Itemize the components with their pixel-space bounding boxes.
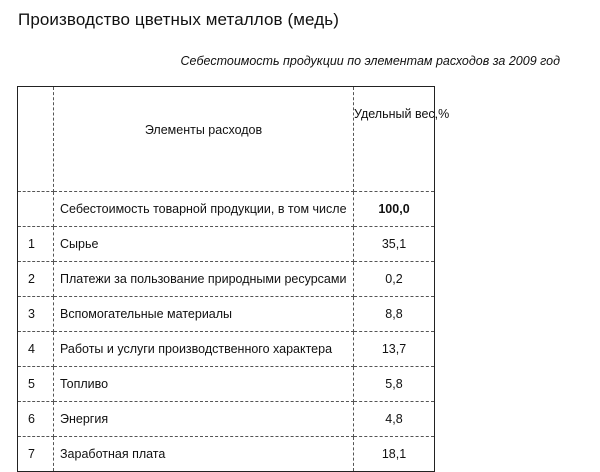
- row-value: 18,1: [354, 437, 435, 472]
- row-value: 4,8: [354, 402, 435, 437]
- header-value-cell: Удельный вес,%: [354, 87, 435, 192]
- table-row: [18, 332, 435, 367]
- page-title: Производство цветных металлов (медь): [18, 10, 339, 29]
- row-name: Заработная плата: [54, 437, 354, 472]
- row-value: 13,7: [354, 332, 435, 367]
- row-value: 8,8: [354, 297, 435, 332]
- table-row-total: [18, 192, 435, 227]
- row-name: Работы и услуги производственного характера: [54, 332, 354, 367]
- row-name: Топливо: [54, 367, 354, 402]
- cost-structure-table: [17, 86, 450, 472]
- header-name-cell: Элементы расходов: [54, 87, 354, 192]
- row-name: Энергия: [54, 402, 354, 437]
- row-num: 5: [18, 367, 54, 402]
- table-row: [18, 367, 435, 402]
- table-row: [18, 262, 435, 297]
- row-name: Платежи за пользование природными ресурсами: [54, 262, 354, 297]
- table-header-row: [18, 87, 435, 192]
- row-name: Себестоимость товарной продукции, в том числе: [54, 192, 354, 227]
- row-num: 3: [18, 297, 54, 332]
- row-value: 5,8: [354, 367, 435, 402]
- row-num: 1: [18, 227, 54, 262]
- header-num-cell: [18, 87, 54, 192]
- table-row: [18, 227, 435, 262]
- table-row: [18, 297, 435, 332]
- table-row: [18, 437, 435, 472]
- row-num: 7: [18, 437, 54, 472]
- row-value: 0,2: [354, 262, 435, 297]
- row-num: 4: [18, 332, 54, 367]
- row-num: [18, 192, 54, 227]
- table-subtitle: Себестоимость продукции по элементам расходов за 2009 год: [180, 54, 560, 68]
- row-name: Сырье: [54, 227, 354, 262]
- row-name: Вспомогательные материалы: [54, 297, 354, 332]
- row-value: 35,1: [354, 227, 435, 262]
- row-num: 6: [18, 402, 54, 437]
- table-row: [18, 402, 435, 437]
- row-value: 100,0: [354, 192, 435, 227]
- row-num: 2: [18, 262, 54, 297]
